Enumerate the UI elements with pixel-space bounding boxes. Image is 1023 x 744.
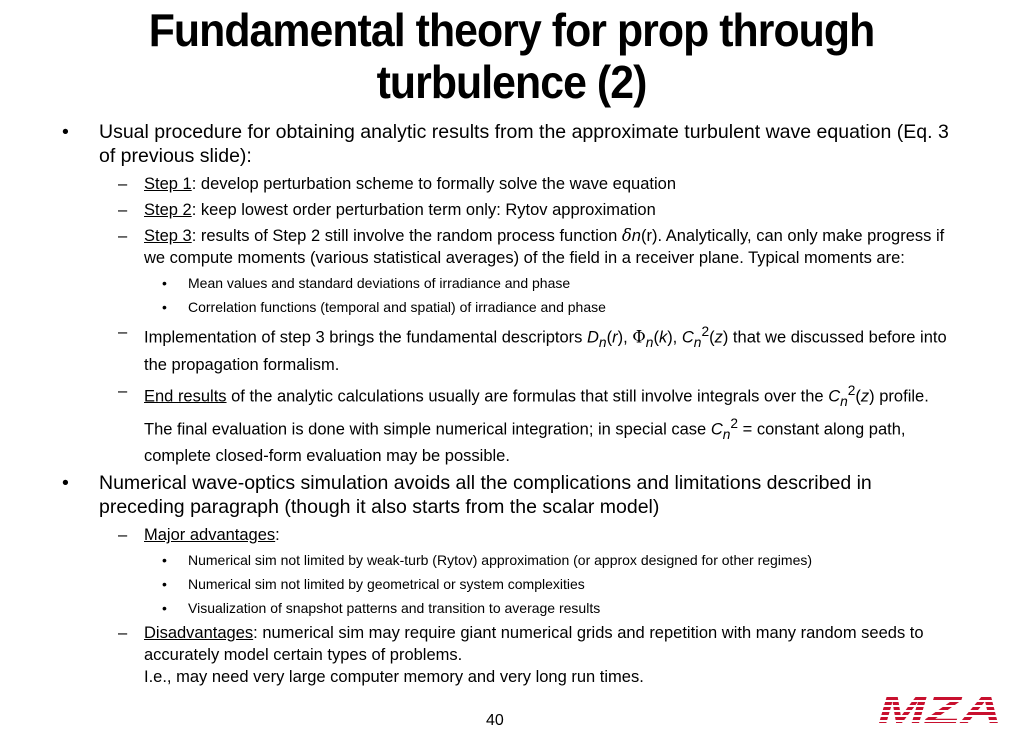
end-results-text-c: = constant along path, complete closed-form evaluation may be possible.: [144, 420, 906, 466]
var-k: k: [658, 328, 668, 347]
dash-marker: –: [118, 526, 128, 545]
bullet-numerical-simulation: [62, 471, 952, 519]
step-3-text-b: (r). Analytically, can only make progress if we compute moments (various statistical averages) of the field in a receiver plane. Typical moments are:: [144, 227, 945, 267]
mza-logo: [878, 692, 1004, 726]
subscript-n: n: [840, 393, 848, 409]
slide-title: [36, 4, 987, 108]
subscript-n: n: [693, 334, 702, 350]
var-z: z: [714, 328, 723, 347]
var-z: z: [860, 387, 870, 406]
small-bullet-marker: •: [162, 552, 167, 569]
var-r: r: [612, 328, 618, 347]
major-advantages-item: [62, 524, 952, 546]
moment-text: Mean values and standard deviations of irradiance and phase: [188, 275, 571, 291]
superscript-2: 2: [847, 382, 856, 398]
descriptor-c: C: [828, 387, 841, 406]
step-1-text: : develop perturbation scheme to formally solve the wave equation: [191, 175, 676, 193]
moment-item-correlation: [62, 297, 952, 317]
dash-marker: –: [118, 175, 128, 193]
small-bullet-marker: •: [162, 275, 167, 291]
colon: :: [275, 526, 280, 545]
step-3-item: [62, 225, 952, 269]
step-2-text: : keep lowest order perturbation term only: Rytov approximation: [191, 201, 656, 219]
step-2-label: Step 2: [144, 201, 192, 219]
bullet-analytic-procedure: [62, 120, 952, 168]
moment-item-mean: [62, 273, 952, 293]
advantage-text: Numerical sim not limited by weak-turb (Rytov) approximation (or approx designed for other regimes): [188, 552, 813, 569]
bullet-marker: •: [62, 121, 69, 143]
dash-marker: –: [118, 381, 128, 400]
bullet-text: Usual procedure for obtaining analytic results from the approximate turbulent wave equation (Eq. 3 of previous slide):: [99, 121, 949, 167]
step-1-item: [62, 173, 952, 195]
disadvantages-text-line2: I.e., may need very large computer memory and very long run times.: [144, 668, 644, 687]
descriptor-c: C: [681, 328, 694, 347]
end-results-label: End results: [144, 387, 227, 406]
advantage-text: Visualization of snapshot patterns and transition to average results: [188, 600, 601, 617]
logo-lettering: MZA: [878, 692, 1002, 726]
descriptor-c: C: [710, 420, 723, 439]
implementation-text-b: that we discussed before into the propagation formalism.: [144, 328, 947, 374]
subscript-n: n: [645, 334, 654, 350]
dash-marker: –: [118, 323, 128, 341]
title-line-1: Fundamental theory for prop through: [148, 4, 875, 56]
title-line-2: turbulence (2): [376, 56, 647, 108]
small-bullet-marker: •: [162, 576, 167, 593]
step-2-item: [62, 199, 952, 221]
advantage-text: Numerical sim not limited by geometrical or system complexities: [188, 576, 585, 593]
page-number: 40: [486, 712, 504, 729]
subscript-n: n: [598, 334, 607, 350]
phi-symbol: Φ: [632, 327, 646, 347]
disadvantages-text: : numerical sim may require giant numerical grids and repetition with many random seeds to accurately model certain types of problems.: [144, 624, 924, 665]
small-bullet-marker: •: [162, 299, 167, 315]
subscript-n: n: [722, 426, 731, 442]
advantage-item-rytov: [62, 550, 952, 570]
end-results-item: – End results of the analytic calculations usually are formulas that still involve integrals over the $C_n^2(z)$ profile. The final evaluation is done with simple numerical integration; in special case $C_n^2$ = constant along path, complete closed-form evaluation may be possible.: [118, 381, 929, 466]
implementation-text-a: Implementation of step 3 brings the fundamental descriptors: [144, 328, 587, 347]
superscript-2: 2: [701, 324, 710, 339]
step-3-text-a: : results of Step 2 still involve the random process function: [191, 227, 622, 245]
small-bullet-marker: •: [162, 600, 167, 617]
disadvantages-label: Disadvantages: [144, 624, 254, 643]
slide-body: [62, 120, 952, 692]
step-1-label: Step 1: [144, 175, 192, 193]
superscript-2: 2: [730, 415, 739, 431]
end-results-text-b: profile. The final evaluation is done with simple numerical integration; in special case: [144, 387, 929, 439]
n-symbol: n: [631, 227, 641, 245]
dash-marker: –: [118, 227, 128, 245]
advantage-item-visualization: [62, 598, 952, 618]
end-results-text-a: of the analytic calculations usually are formulas that still involve integrals over the: [226, 387, 829, 406]
major-advantages-label: Major advantages: [144, 526, 276, 545]
bullet-marker: •: [62, 472, 69, 495]
dash-marker: –: [118, 624, 128, 643]
bullet-text: Numerical wave-optics simulation avoids all the complications and limitations described in preceding paragraph (though it also starts from the scalar model): [99, 472, 872, 519]
moment-text: Correlation functions (temporal and spatial) of irradiance and phase: [188, 299, 606, 315]
delta-symbol: δ: [621, 226, 632, 245]
disadvantages-item: [62, 622, 952, 688]
implementation-item: – Implementation of step 3 brings the fundamental descriptors $D_n(r)$, $\Phi_n(k)$, $C_n^2(z)$ that we discussed before into the propagation formalism.: [118, 323, 947, 374]
dash-marker: –: [118, 201, 128, 219]
step-3-label: Step 3: [144, 227, 192, 245]
descriptor-d: D: [587, 328, 599, 347]
advantage-item-geometry: [62, 574, 952, 594]
